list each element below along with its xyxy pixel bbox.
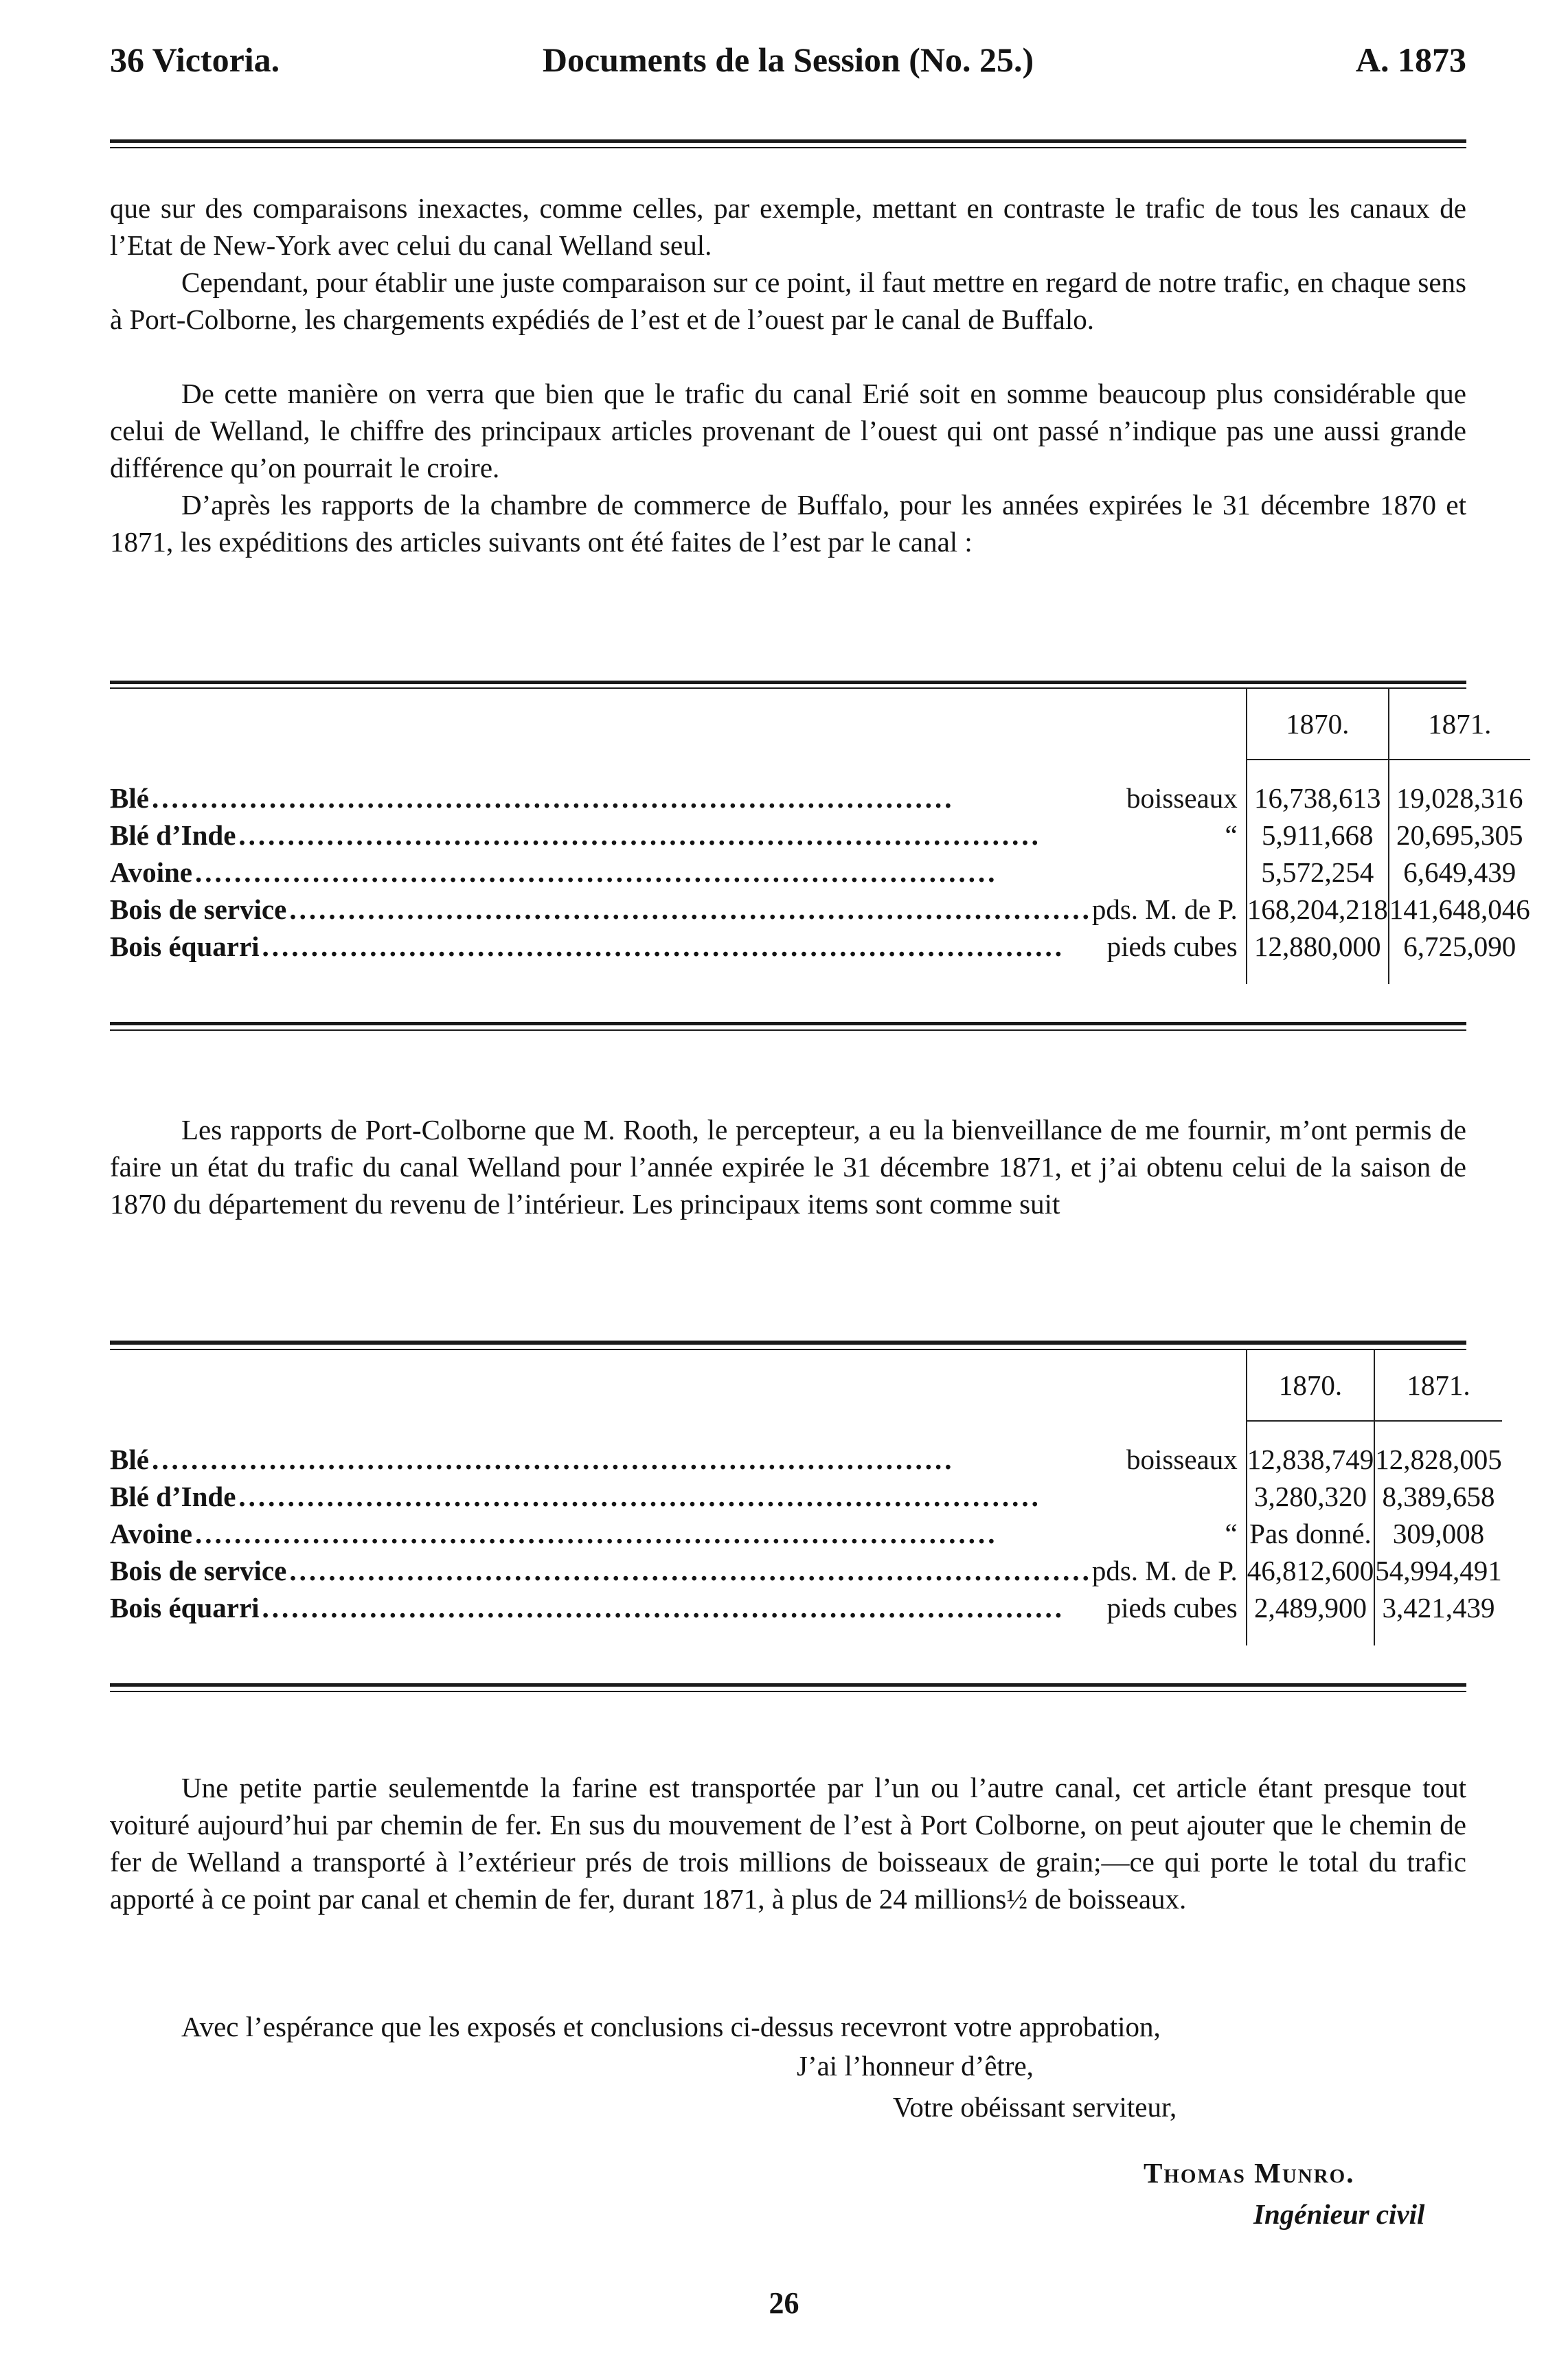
header-rule-thin <box>110 147 1466 148</box>
paragraph-3: De cette manière on verra que bien que le trafic du canal Erié soit en somme beaucoup plus considérable que celui de Welland, le chiffre des principaux articles provenant de l’ouest qui ont passé n’indique pas une aussi grande différence qu’on pourrait le croire. <box>110 378 1466 483</box>
table-buffalo-canal <box>110 689 1530 984</box>
row-value-1870: 2,489,900 <box>1247 1589 1375 1626</box>
row-unit: pieds cubes <box>1106 931 1238 962</box>
table-welland-canal <box>110 1350 1502 1645</box>
row-value-1870: 16,738,613 <box>1247 779 1389 817</box>
row-label: Blé d’Inde <box>110 819 238 851</box>
paragraph-5: Les rapports de Port-Colborne que M. Rooth, le percepteur, a eu la bienveillance de me fournir, m’ont permis de faire un état du trafic du canal Welland pour l’année expirée le 31 décembre 1871, et j’ai obtenu celui de la saison de 1870 du département du revenu de l’intérieur. Les principaux items sont comme suit <box>110 1114 1466 1220</box>
row-unit: pds. M. de P. <box>1091 893 1238 925</box>
table1-bottom-rule-thick <box>110 1022 1466 1025</box>
paragraph-1: que sur des comparaisons inexactes, comme celles, par exemple, mettant en contraste le trafic de tous les canaux de l’Etat de New-York avec celui du canal Welland seul. <box>110 192 1466 261</box>
table-row: Bois de service.................................................................................. pds. M. de P. 46,812,600 54,994,491 <box>110 1552 1502 1589</box>
row-label: Blé d’Inde <box>110 1481 238 1512</box>
table1-header-1871: 1871. <box>1389 689 1530 760</box>
header-document-code: A. 1873 <box>1355 41 1466 79</box>
signature-name: Thomas Munro. <box>1144 2157 1355 2189</box>
row-value-1870: Pas donné. <box>1247 1515 1375 1552</box>
row-value-1871: 20,695,305 <box>1389 817 1530 854</box>
table2-header-1871: 1871. <box>1374 1350 1502 1421</box>
table2-bottom-rule-thin <box>110 1691 1466 1692</box>
row-unit: boisseaux <box>1126 782 1238 814</box>
header-session-year: 36 Victoria. <box>110 41 280 79</box>
row-label: Blé <box>110 1444 152 1475</box>
row-value-1870: 5,911,668 <box>1247 817 1389 854</box>
signature-title: Ingénieur civil <box>1253 2198 1425 2230</box>
paragraph-2: Cependant, pour établir une juste comparaison sur ce point, il faut mettre en regard de notre trafic, en chaque sens à Port-Colborne, les chargements expédiés de l’est et de l’ouest par le canal de Buffalo. <box>110 266 1466 335</box>
row-unit: “ <box>1225 1518 1238 1549</box>
row-unit <box>1092 1478 1247 1515</box>
table-row: Avoine.................................................................................. “ Pas donné. 309,008 <box>110 1515 1502 1552</box>
row-label: Avoine <box>110 1518 195 1549</box>
page-number: 26 <box>769 2286 799 2320</box>
row-value-1871: 12,828,005 <box>1374 1441 1502 1478</box>
row-label: Bois de service <box>110 893 289 925</box>
row-value-1870: 12,838,749 <box>1247 1441 1375 1478</box>
row-value-1871: 6,649,439 <box>1389 854 1530 891</box>
header-title: Documents de la Session (No. 25.) <box>542 41 1034 79</box>
closing-serviteur: Votre obéissant serviteur, <box>893 2091 1177 2123</box>
table2-header-1870: 1870. <box>1247 1350 1375 1421</box>
row-value-1871: 141,648,046 <box>1389 891 1530 928</box>
table-row: Bois équarri.................................................................................. pieds cubes 2,489,900 3,421,439 <box>110 1589 1502 1626</box>
row-value-1871: 6,725,090 <box>1389 928 1530 965</box>
table-row: Blé d’Inde.................................................................................. “ 5,911,668 20,695,305 <box>110 817 1530 854</box>
table-row: Avoine.................................................................................. 5,572,254 6,649,439 <box>110 854 1530 891</box>
table-row: Blé.................................................................................. boisseaux 16,738,613 19,028,316 <box>110 779 1530 817</box>
paragraph-7: Avec l’espérance que les exposés et conclusions ci-dessus recevront votre approbation, <box>181 2011 1161 2042</box>
table2-bottom-rule-thick <box>110 1683 1466 1687</box>
table1-bottom-rule-thin <box>110 1029 1466 1031</box>
row-value-1871: 8,389,658 <box>1374 1478 1502 1515</box>
row-unit: pds. M. de P. <box>1091 1555 1238 1586</box>
row-value-1871: 309,008 <box>1374 1515 1502 1552</box>
table-row: Bois équarri.................................................................................. pieds cubes 12,880,000 6,725,090 <box>110 928 1530 965</box>
row-unit: “ <box>1225 819 1238 851</box>
closing-honneur: J’ai l’honneur d’être, <box>797 2050 1034 2082</box>
row-value-1870: 168,204,218 <box>1247 891 1389 928</box>
table-row: Bois de service.................................................................................. pds. M. de P. 168,204,218 141,648,046 <box>110 891 1530 928</box>
row-unit: boisseaux <box>1126 1444 1238 1475</box>
row-value-1870: 46,812,600 <box>1247 1552 1375 1589</box>
row-value-1871: 3,421,439 <box>1374 1589 1502 1626</box>
row-value-1870: 12,880,000 <box>1247 928 1389 965</box>
header-rule-thick <box>110 139 1466 143</box>
row-label: Avoine <box>110 856 195 888</box>
row-unit <box>1092 854 1247 891</box>
row-label: Bois équarri <box>110 931 262 962</box>
row-value-1871: 19,028,316 <box>1389 779 1530 817</box>
row-value-1870: 5,572,254 <box>1247 854 1389 891</box>
table-row: Blé.................................................................................. boisseaux 12,838,749 12,828,005 <box>110 1441 1502 1478</box>
page-header <box>110 40 1466 95</box>
row-label: Bois équarri <box>110 1592 262 1623</box>
table1-header-1870: 1870. <box>1247 689 1389 760</box>
row-label: Blé <box>110 782 152 814</box>
row-unit: pieds cubes <box>1106 1592 1238 1623</box>
table-row: Blé d’Inde.................................................................................. 3,280,320 8,389,658 <box>110 1478 1502 1515</box>
row-value-1871: 54,994,491 <box>1374 1552 1502 1589</box>
paragraph-4: D’après les rapports de la chambre de commerce de Buffalo, pour les années expirées le 31 décembre 1870 et 1871, les expéditions des articles suivants ont été faites de l’est par le canal : <box>110 489 1466 558</box>
table2-top-rule-thick <box>110 1341 1466 1345</box>
row-value-1870: 3,280,320 <box>1247 1478 1375 1515</box>
table1-top-rule-thick <box>110 681 1466 684</box>
paragraph-6: Une petite partie seulementde la farine est transportée par l’un ou l’autre canal, cet article étant presque tout voituré aujourd’hui par chemin de fer. En sus du mouvement de l’est à Port Colborne, on peut ajouter que le chemin de fer de Welland a transporté à l’extérieur prés de trois millions de boisseaux de grain;—ce qui porte le total du trafic apporté à ce point par canal et chemin de fer, durant 1871, à plus de 24 millions½ de boisseaux. <box>110 1772 1466 1915</box>
row-label: Bois de service <box>110 1555 289 1586</box>
